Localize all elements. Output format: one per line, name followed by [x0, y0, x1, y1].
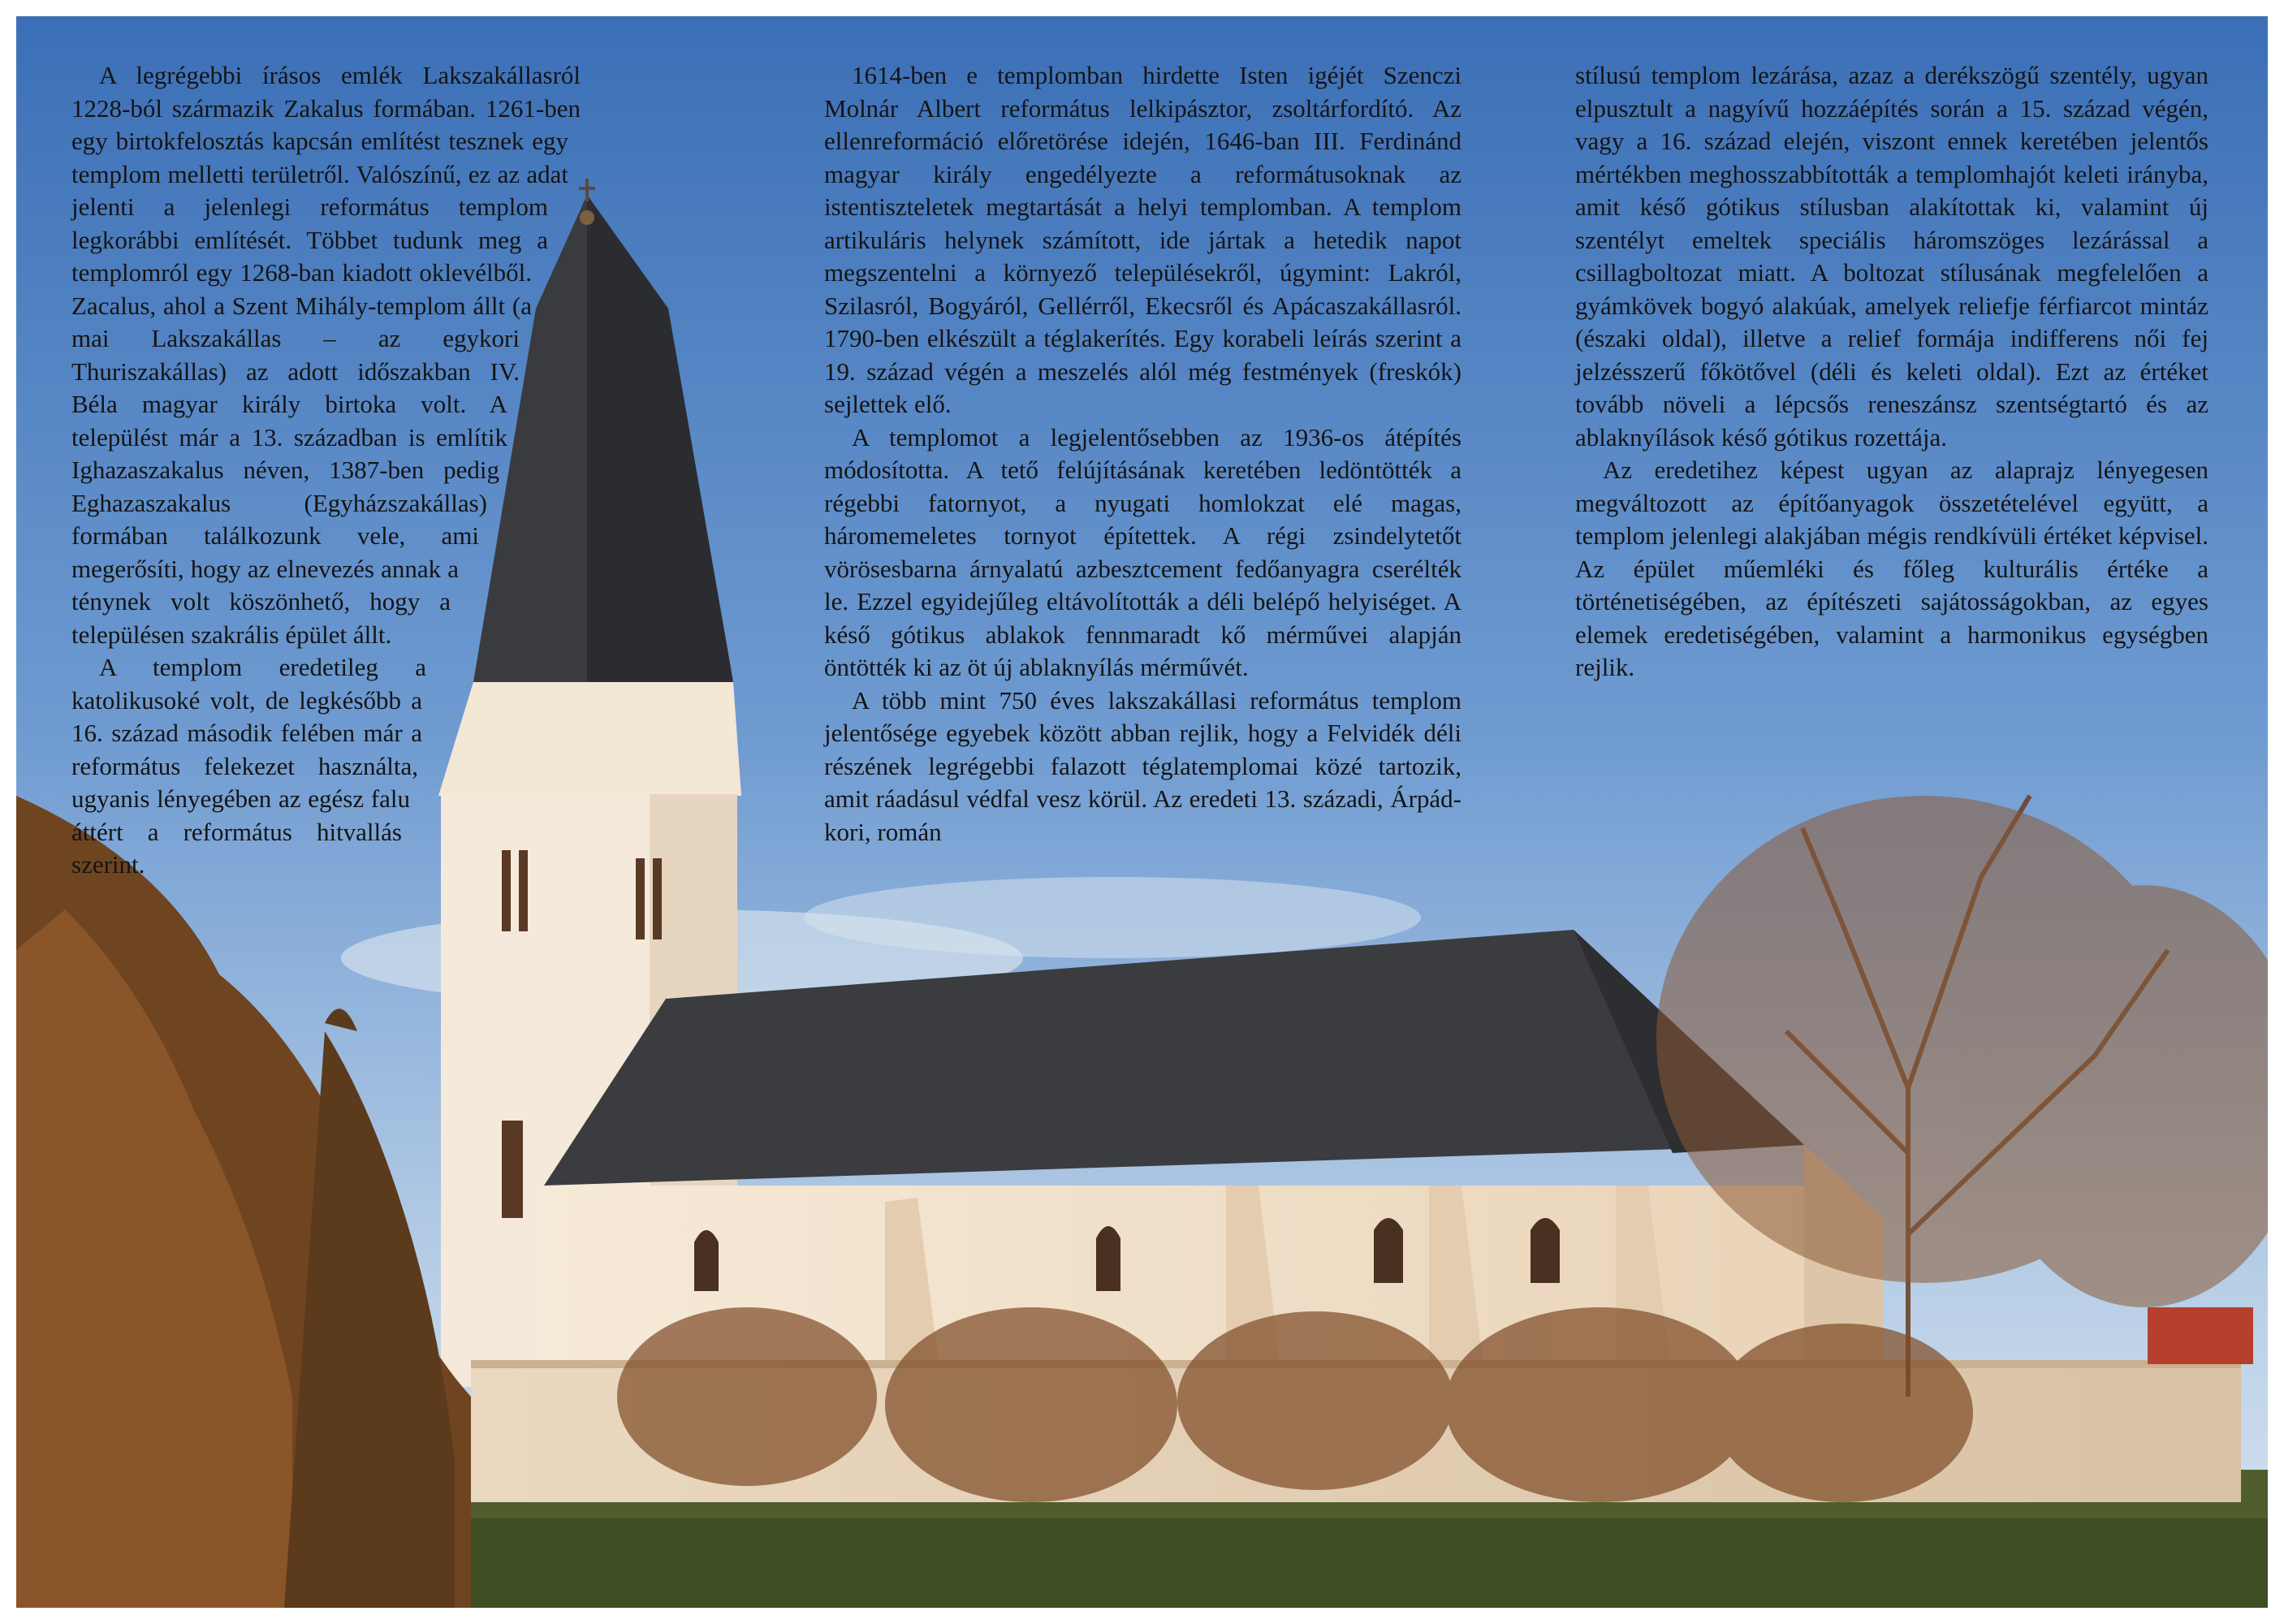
paragraph: A templomot a legjelentősebben az 1936-os átépítés módosította. A tető felújításának keretében ledöntötték a régebbi fatornyot, a nyugati homlokzat elé magas, háromemeletes tornyot építettek. A régi zsindelytetőt vörösesbarna árnyalatú azbesztcement fedőanyagra cserélték le. Ezzel egyidejűleg eltávolították a déli belépő helyiséget. A késő gótikus ablakok fennmaradt kő mérművei alapján öntötték ki az öt új ablaknyílás mérművét.: [824, 422, 1462, 681]
text-column-middle: [824, 59, 1462, 849]
text-column-left: [71, 59, 581, 1245]
text-column-right: [1575, 59, 2208, 685]
paragraph: A legrégebbi írásos emlék Lakszakállasról 1228-ból származik Zakalus formában. 1261-ben egy birtokfelosztás kapcsán említést tesznek egy templom melletti területről. Valószínű, ez az adat jelenti a jelenlegi református templom legkorábbi említését. Többet tudunk meg a templomról egy 1268-ban kiadott oklevélből. Zacalus, ahol a Szent Mihály-templom állt (a mai Lakszakállas – az egykori Thuriszakállas) az adott időszakban IV. Béla magyar király birtoka volt. A települést már a 13. században is említik Ighazaszakalus néven, 1387-ben pedig Eghazaszakalus (Egyházszakállas) formában találkozunk vele, ami megerősíti, hogy az elnevezés annak a ténynek volt köszönhető, hogy a településen szakrális épület állt.: [71, 61, 581, 649]
paragraph: A templom eredetileg a katolikusoké volt, de legkésőbb a 16. század második felében már a református felekezet használta, ugyanis lényegében az egész falu áttért a református hitvallás szerint.: [71, 653, 426, 879]
church-window: [1374, 1218, 1403, 1283]
paragraph: Az eredetihez képest ugyan az alaprajz lényegesen megváltozott az építőanyagok összetételével együtt, a templom jelenlegi alakjában mégis rendkívüli értéket képvisel. Az épület műemléki és főleg kulturális értéke a történetiségében, az építészeti sajátosságokban, az egyes elemek eredetiségében, valamint a harmonikus egységben rejlik.: [1575, 456, 2208, 681]
paragraph: stílusú templom lezárása, azaz a derékszögű szentély, ugyan elpusztult a nagyívű hozzáépítés során a 15. század végén, vagy a 16. század elején, viszont ennek keretében jelentős mértékben meghosszabbították a templomhajót keleti irányba, amit késő gótikus stílusban alakítottak ki, valamint új szentélyt emeltek speciális háromszöges lezárással a csillagboltozat miatt. A boltozat stílusának megfelelően a gyámkövek bogyó alakúak, amelyek reliefje férfiarcot mintáz (északi oldal), illetve a relief formája indifferens női fej jelzésszerű főkötővel (déli és keleti oldal). Ezt az értéket tovább növeli a lépcsős reneszánsz szentségtartó és az ablaknyílások késő gótikus rozettája.: [1575, 61, 2208, 451]
paragraph: A több mint 750 éves lakszakállasi református templom jelentősége egyebek között abban rejlik, hogy a Felvidék déli részének legrégebbi falazott téglatemplomai közé tartozik, amit ráadásul védfal vesz körül. Az eredeti 13. századi, Árpád-kori, román: [824, 685, 1462, 846]
church-window: [694, 1230, 719, 1291]
church-window: [1096, 1226, 1120, 1291]
tower-window: [636, 858, 645, 939]
church-window: [1531, 1218, 1560, 1283]
red-house: [2148, 1307, 2253, 1364]
cloud: [804, 877, 1421, 958]
paragraph: 1614-ben e templomban hirdette Isten igéjét Szenczi Molnár Albert református lelkipásztor, zsoltárfordító. Az ellenreformáció előretörése idején, 1646-ban III. Ferdinánd magyar király engedélyezte a reformátusoknak az istentiszteletek megtartását a helyi templomban. A templom artikuláris helynek számított, ide jártak a hetedik napot megszentelni a környező településekről, úgymint: Lakról, Szilasról, Bogyáról, Gellérről, Ekecsről és Apácaszakállasról. 1790-ben elkészült a téglakerítés. Egy korabeli leírás szerint a 19. század végén a meszelés alól még festmények (freskók) sejlettek elő.: [824, 61, 1462, 418]
